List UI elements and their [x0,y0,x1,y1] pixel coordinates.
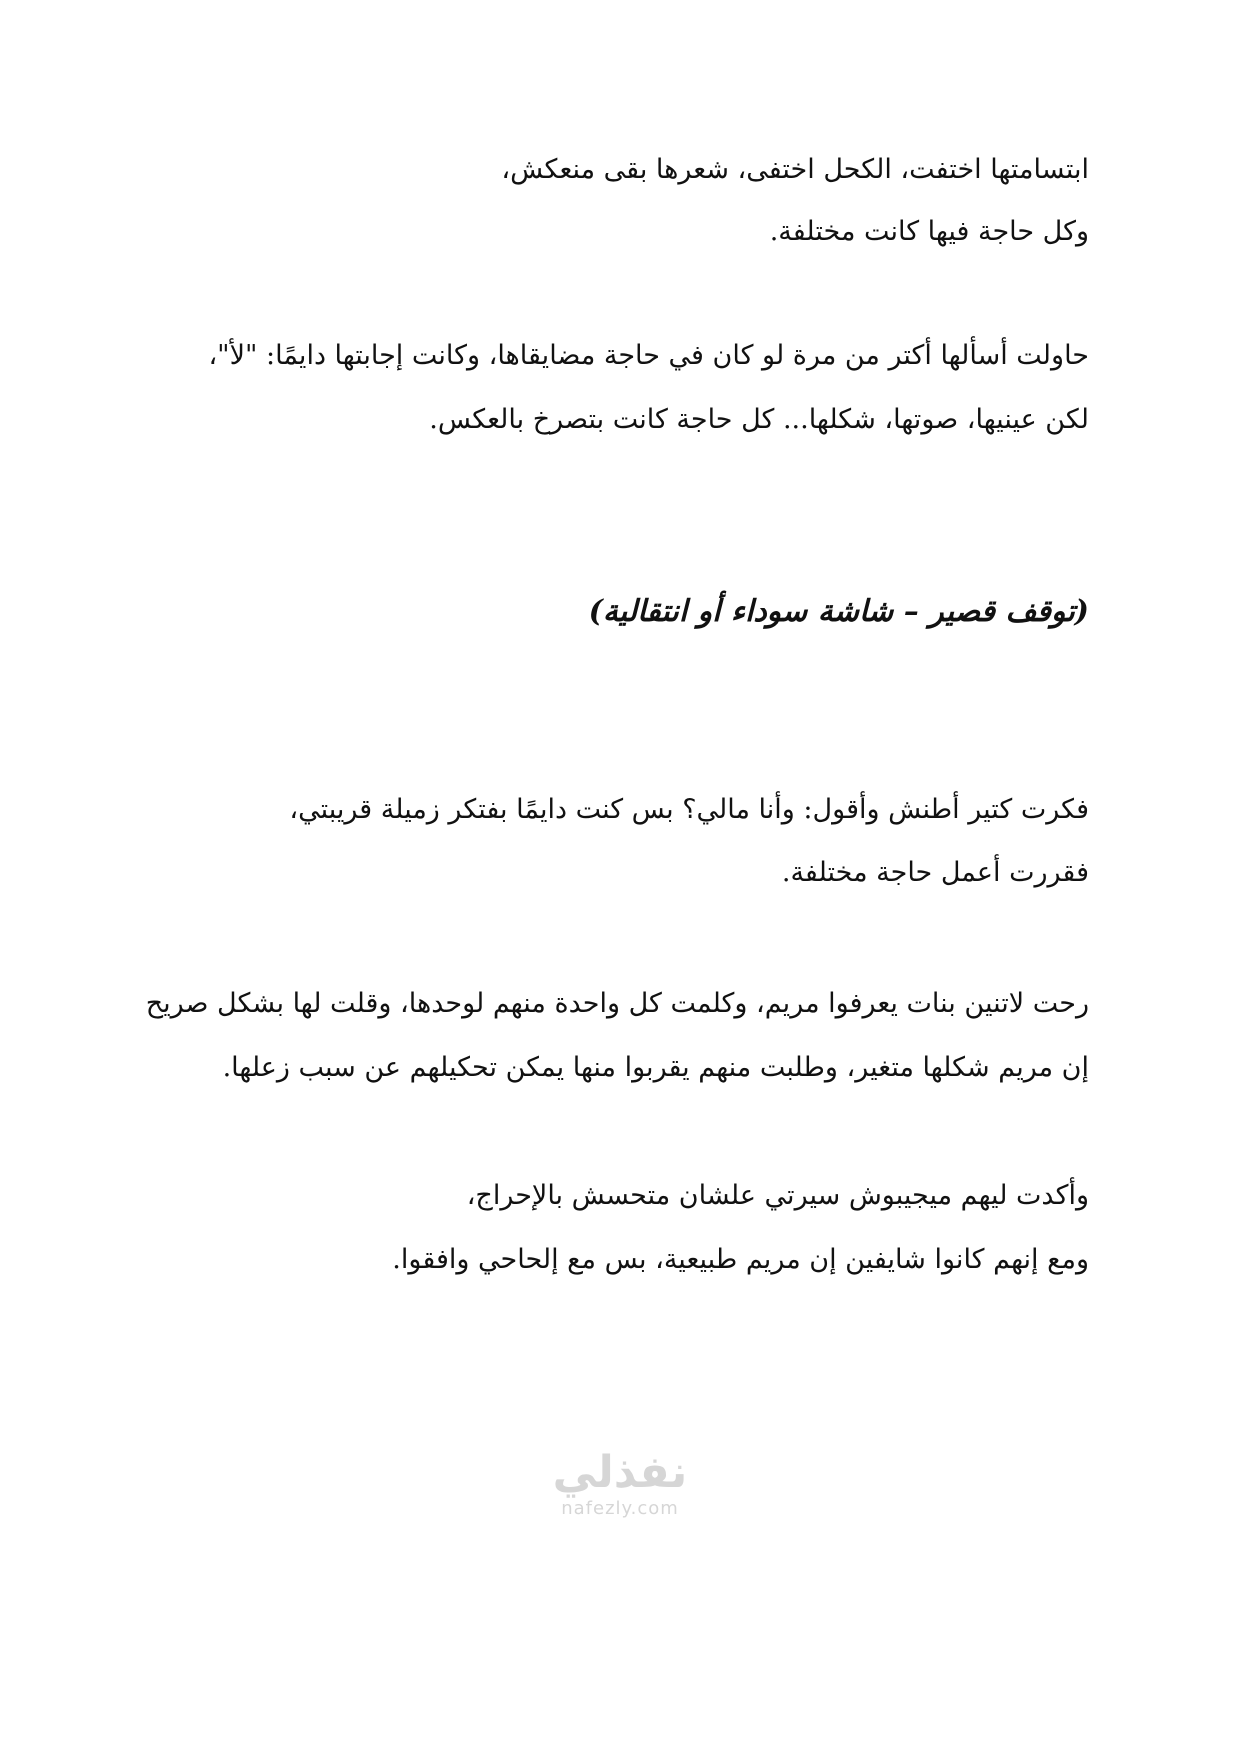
paragraph-3-line-1: فكرت كتير أطنش وأقول: وأنا مالي؟ بس كنت دايمًا بفتكر زميلة قريبتي، [289,794,1089,825]
paragraph-2-line-1: حاولت أسألها أكتر من مرة لو كان في حاجة مضايقاها، وكانت إجابتها دايمًا: "لأ"، [208,340,1089,371]
watermark-logo [540,1448,700,1520]
paragraph-4-line-1: رحت لاتنين بنات يعرفوا مريم، وكلمت كل واحدة منهم لوحدها، وقلت لها بشكل صريح [145,988,1089,1019]
paragraph-1-line-1: ابتسامتها اختفت، الكحل اختفى، شعرها بقى منعكش، [501,154,1089,185]
section-heading: (توقف قصير – شاشة سوداء أو انتقالية) [588,594,1089,629]
paragraph-5-line-1: وأكدت ليهم ميجيبوش سيرتي علشان متحسش بالإحراج، [466,1180,1089,1211]
paragraph-5-line-2: ومع إنهم كانوا شايفين إن مريم طبيعية، بس مع إلحاحي وافقوا. [392,1244,1089,1275]
watermark-latin: nafezly.com [561,1498,679,1519]
paragraph-2-line-2: لكن عينيها، صوتها، شكلها... كل حاجة كانت بتصرخ بالعكس. [429,404,1089,435]
watermark-arabic: نفذلي [552,1447,688,1498]
paragraph-1-line-2: وكل حاجة فيها كانت مختلفة. [769,216,1089,247]
paragraph-3-line-2: فقررت أعمل حاجة مختلفة. [781,857,1089,888]
paragraph-4-line-2: إن مريم شكلها متغير، وطلبت منهم يقربوا منها يمكن تحكيلهم عن سبب زعلها. [222,1052,1089,1083]
